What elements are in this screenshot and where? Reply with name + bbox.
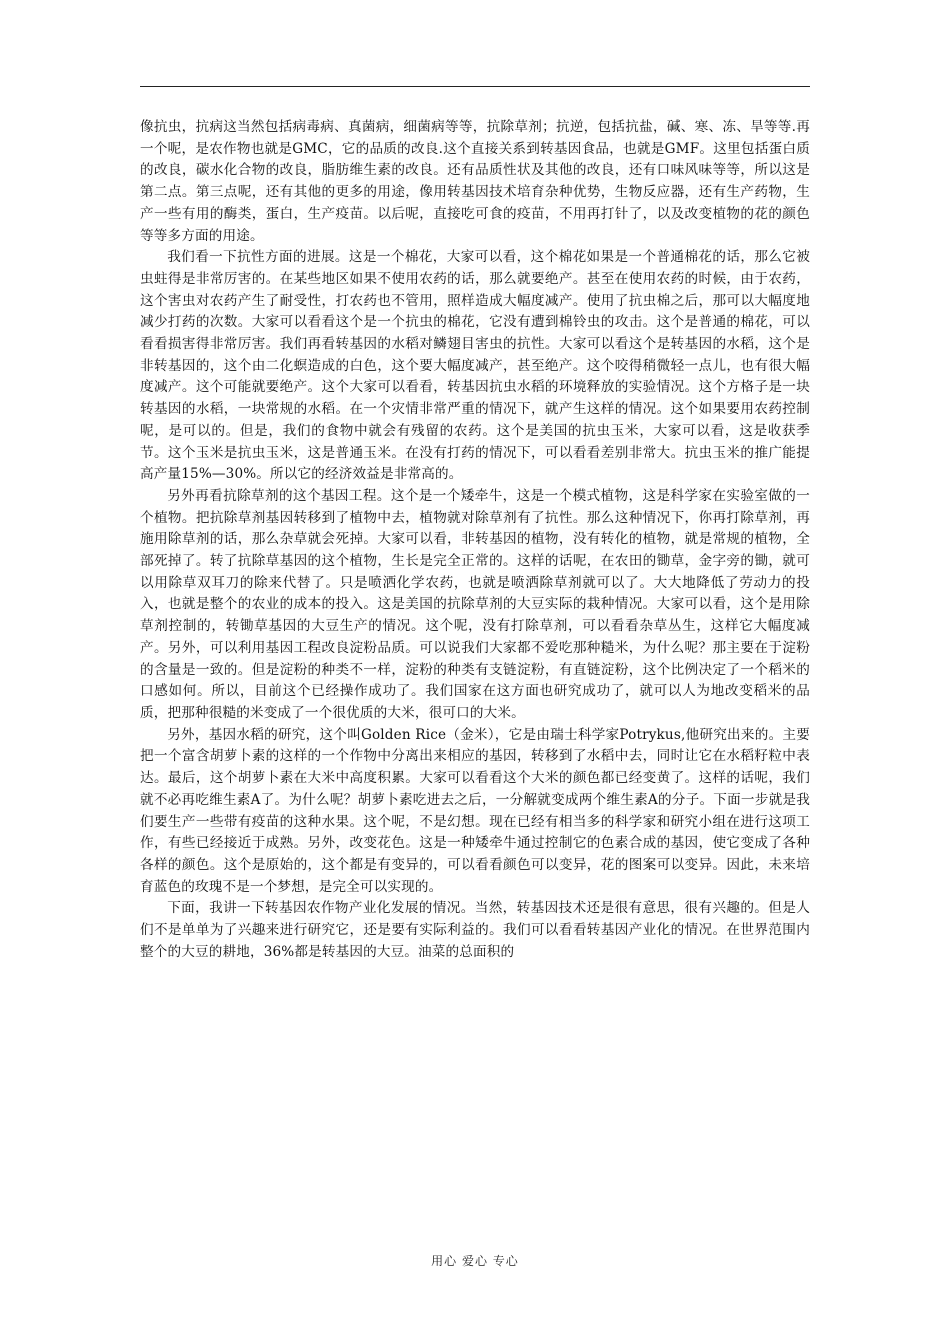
document-body xyxy=(140,117,810,963)
paragraph: 我们看一下抗性方面的进展。这是一个棉花，大家可以看，这个棉花如果是一个普通棉花的话，那么它被虫蛀得是非常厉害的。在某些地区如果不使用农药的话，那么就要绝产。甚至在使用农药的时候，由于农药，这个害虫对农药产生了耐受性，打农药也不管用，照样造成大幅度减产。使用了抗虫棉之后，那可以大幅度地减少打药的次数。大家可以看看这个是一个抗虫的棉花，它没有遭到棉铃虫的攻击。这个是普通的棉花，可以看看损害得非常厉害。我们再看转基因的水稻对鳞翅目害虫的抗性。大家可以看这个是转基因的水稻，这个是非转基因的，这个由二化螟造成的白色，这个要大幅度减产，甚至绝产。这个咬得稍微轻一点儿，也有很大幅度减产。这个可能就要绝产。这个大家可以看看，转基因抗虫水稻的环境释放的实验情况。这个方格子是一块转基因的水稻，一块常规的水稻。在一个灾情非常严重的情况下，就产生这样的情况。这个如果要用农药控制呢，是可以的。但是，我们的食物中就会有残留的农药。这个是美国的抗虫玉米，大家可以看，这是收获季节。这个玉米是抗虫玉米，这是普通玉米。在没有打药的情况下，可以看看差别非常大。抗虫玉米的推广能提高产量15%—30%。所以它的经济效益是非常高的。 xyxy=(140,249,810,483)
paragraph: 另外，基因水稻的研究，这个叫Golden Rice（金米），它是由瑞士科学家Potrykus,他研究出来的。主要把一个富含胡萝卜素的这样的一个作物中分离出来相应的基因，转移到了水稻中去，同时让它在水稻籽粒中表达。最后，这个胡萝卜素在大米中高度积累。大家可以看看这个大米的颜色都已经变黄了。这样的话呢，我们就不必再吃维生素A了。为什么呢？胡萝卜素吃进去之后，一分解就变成两个维生素A的分子。下面一步就是我们要生产一些带有疫苗的这种水果。这个呢，不是幻想。现在已经有相当多的科学家和研究小组在进行这项工作，有些已经接近于成熟。另外，改变花色。这是一种矮牵牛通过控制它的色素合成的基因，使它变成了各种各样的颜色。这个是原始的，这个都是有变异的，可以看看颜色可以变异，花的图案可以变异。因此，未来培育蓝色的玫瑰不是一个梦想，是完全可以实现的。 xyxy=(140,726,810,895)
page-footer: 用心 爱心 专心 xyxy=(431,1254,519,1268)
paragraph: 另外再看抗除草剂的这个基因工程。这个是一个矮牵牛，这是一个模式植物，这是科学家在实验室做的一个植物。把抗除草剂基因转移到了植物中去，植物就对除草剂有了抗性。那么这种情况下，你再打除草剂，再施用除草剂的话，那么杂草就会死掉。大家可以看，非转基因的植物，没有转化的植物，就是常规的植物，全部死掉了。转了抗除草基因的这个植物，生长是完全正常的。这样的话呢，在农田的锄草，金字旁的锄，就可以用除草双耳刀的除来代替了。只是喷洒化学农药，也就是喷洒除草剂就可以了。大大地降低了劳动力的投入，也就是整个的农业的成本的投入。这是美国的抗除草剂的大豆实际的栽种情况。大家可以看，这个是用除草剂控制的，转锄草基因的大豆生产的情况。这个呢，没有打除草剂，可以看看杂草丛生，这样它大幅度减产。另外，可以利用基因工程改良淀粉品质。可以说我们大家都不爱吃那种糙米，为什么呢？那主要在于淀粉的含量是一致的。但是淀粉的种类不一样，淀粉的种类有支链淀粉，有直链淀粉，这个比例决定了一个稻米的口感如何。所以，目前这个已经操作成功了。我们国家在这方面也研究成功了，就可以人为地改变稻米的品质，把那种很糙的米变成了一个很优质的大米，很可口的大米。 xyxy=(140,487,810,721)
header-rule xyxy=(140,86,810,87)
paragraph: 像抗虫，抗病这当然包括病毒病、真菌病，细菌病等等，抗除草剂；抗逆，包括抗盐，碱、寒、冻、旱等等.再一个呢，是农作物也就是GMC，它的品质的改良.这个直接关系到转基因食品，也就是GMF。这里包括蛋白质的改良，碳水化合物的改良，脂肪维生素的改良。还有品质性状及其他的改良，还有口味风味等等，所以这是第二点。第三点呢，还有其他的更多的用途，像用转基因技术培育杂种优势，生物反应器，还有生产药物，生产一些有用的酶类，蛋白，生产疫苗。以后呢，直接吃可食的疫苗，不用再打针了，以及改变植物的花的颜色等等多方面的用途。 xyxy=(140,119,810,244)
paragraph: 下面，我讲一下转基因农作物产业化发展的情况。当然，转基因技术还是很有意思，很有兴趣的。但是人们不是单单为了兴趣来进行研究它，还是要有实际利益的。我们可以看看转基因产业化的情况。在世界范围内整个的大豆的耕地，36%都是转基因的大豆。油菜的总面积的 xyxy=(140,900,810,960)
